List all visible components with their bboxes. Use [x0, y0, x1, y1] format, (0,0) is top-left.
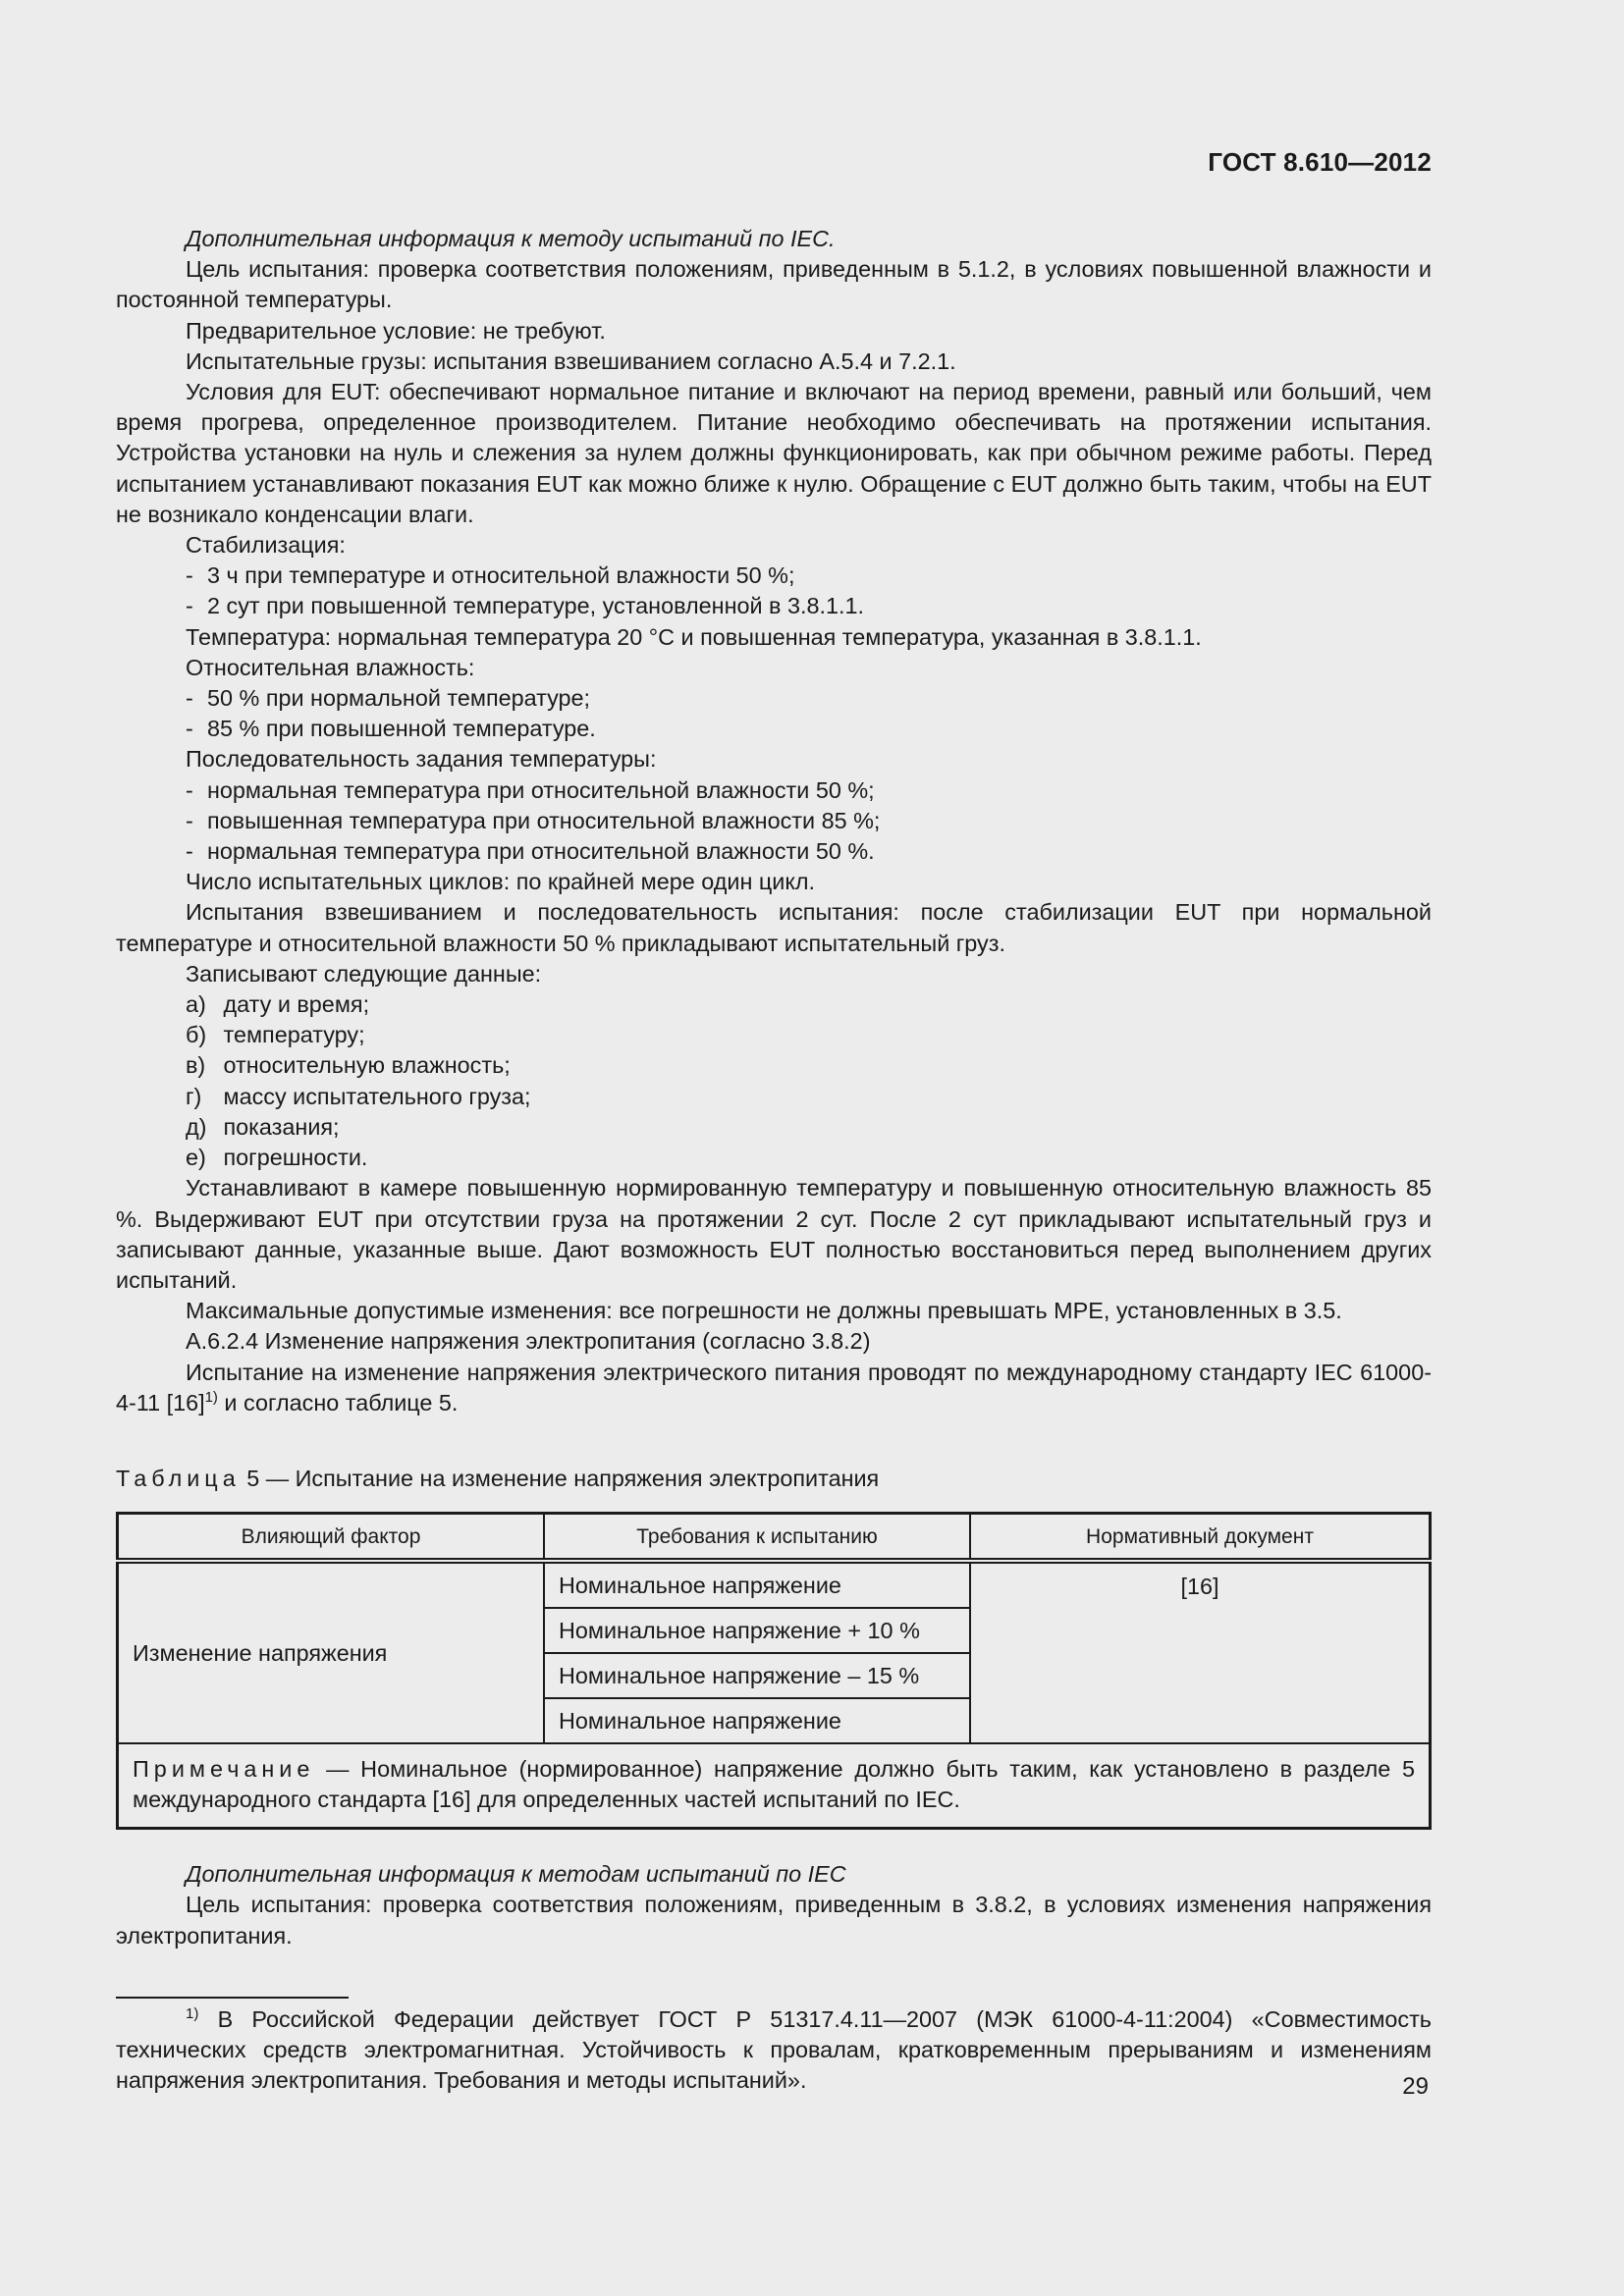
list-item: - нормальная температура при относительной влажности 50 %; — [186, 776, 875, 803]
list-item: - повышенная температура при относительной влажности 85 %; — [186, 807, 881, 833]
list-item: - нормальная температура при относительной влажности 50 %. — [186, 838, 875, 865]
page-number: 29 — [1402, 2073, 1429, 2100]
footnote-divider — [116, 1997, 349, 1999]
document-number: ГОСТ 8.610—2012 — [1208, 147, 1432, 177]
paragraph: Условия для EUT: обеспечивают нормальное питание и включают на период времени, равный или больший, чем время прогрева, определенное производителем. Питание необходимо обеспечивать на протяжении испытания. Устройства установки на нуль и слежения за нулем должны функционировать, как при обычном режиме работы. Перед испытанием устанавливают показания EUT как можно ближе к нулю. Обращение с EUT должно быть таким, чтобы на EUT не возникало конденсации влаги. — [116, 379, 1432, 527]
table-cell: Номинальное напряжение — [544, 1698, 970, 1743]
list-item: - 50 % при нормальной температуре; — [186, 685, 591, 712]
table-cell: Номинальное напряжение – 15 % — [544, 1653, 970, 1698]
paragraph: Предварительное условие: не требуют. — [186, 317, 606, 344]
list-item: - 85 % при повышенной температуре. — [186, 716, 596, 742]
list-item: г) массу испытательного груза; — [186, 1083, 531, 1109]
section-title: Дополнительная информация к методам испытаний по IEC — [186, 1861, 846, 1888]
table-header: Требования к испытанию — [544, 1514, 970, 1562]
list-label: Последовательность задания температуры: — [186, 746, 657, 773]
table-cell-document: [16] — [970, 1561, 1431, 1743]
paragraph: Испытания взвешиванием и последовательность испытания: после стабилизации EUT при нормальной температуре и относительной влажности 50 % прикладывают испытательный груз. — [116, 899, 1432, 956]
list-item: - 2 сут при повышенной температуре, установленной в 3.8.1.1. — [186, 593, 865, 619]
list-item: е) погрешности. — [186, 1145, 368, 1171]
list-item: - 3 ч при температуре и относительной влажности 50 %; — [186, 562, 795, 589]
list-item: б) температуру; — [186, 1022, 365, 1048]
table-cell-factor: Изменение напряжения — [118, 1561, 545, 1743]
table-cell: Номинальное напряжение + 10 % — [544, 1608, 970, 1653]
list-item: в) относительную влажность; — [186, 1052, 511, 1079]
paragraph: Число испытательных циклов: по крайней мере один цикл. — [186, 869, 816, 895]
clause-title: А.6.2.4 Изменение напряжения электропитания (согласно 3.8.2) — [186, 1328, 871, 1355]
list-item: а) дату и время; — [186, 991, 370, 1018]
paragraph: Температура: нормальная температура 20 °С и повышенная температура, указанная в 3.8.1.1. — [186, 623, 1202, 650]
table-caption: Таблица 5 — Испытание на изменение напряжения электропитания — [116, 1465, 880, 1491]
footnote-ref: 1) — [204, 1388, 218, 1406]
footnote: $^{1)}$ В Российской Федерации действует ГОСТ Р 51317.4.11—2007 (МЭК 61000-4-11:2004) «Совместимость технических средств электромагнитная. Устойчивость к провалам, кратковременным прерываниям и изменениям напряжения электропитания. Требования и методы испытаний». — [116, 2004, 1432, 2094]
table-header: Нормативный документ — [970, 1514, 1431, 1562]
list-label: Записывают следующие данные: — [186, 960, 542, 987]
table-cell: Номинальное напряжение — [544, 1561, 970, 1608]
paragraph: Цель испытания: проверка соответствия положениям, приведенным в 5.1.2, в условиях повышенной влажности и постоянной температуры. — [116, 256, 1432, 313]
table-5 — [116, 1512, 1432, 1830]
paragraph: Цель испытания: проверка соответствия положениям, приведенным в 3.8.2, в условиях изменения напряжения электропитания. — [116, 1892, 1432, 1949]
paragraph: Максимальные допустимые изменения: все погрешности не должны превышать МРЕ, установленных в 3.5. — [186, 1298, 1342, 1324]
list-item: д) показания; — [186, 1113, 340, 1140]
paragraph: Устанавливают в камере повышенную нормированную температуру и повышенную относительную влажность 85 %. Выдерживают EUT при отсутствии груза на протяжении 2 сут. После 2 сут прикладывают испытательный груз и записывают данные, указанные выше. Дают возможность EUT полностью восстановиться перед выполнением других испытаний. — [116, 1175, 1432, 1293]
paragraph: Испытательные грузы: испытания взвешиванием согласно А.5.4 и 7.2.1. — [186, 347, 956, 374]
table-note: Примечание — Номинальное (нормированное) напряжение должно быть таким, как установлено в разделе 5 международного стандарта [16] для определенных частей испытаний по IEC. — [118, 1743, 1431, 1829]
list-label: Стабилизация: — [186, 532, 346, 559]
table-header: Влияющий фактор — [118, 1514, 545, 1562]
section-title: Дополнительная информация к методу испытаний по IEC. — [186, 226, 836, 251]
list-label: Относительная влажность: — [186, 654, 475, 680]
page-body — [116, 224, 1432, 2096]
paragraph: Испытание на изменение напряжения электрического питания проводят по международному стандарту IEC 61000-4-11 $[16]^{1)}$ и согласно таблице 5. — [116, 1359, 1432, 1415]
